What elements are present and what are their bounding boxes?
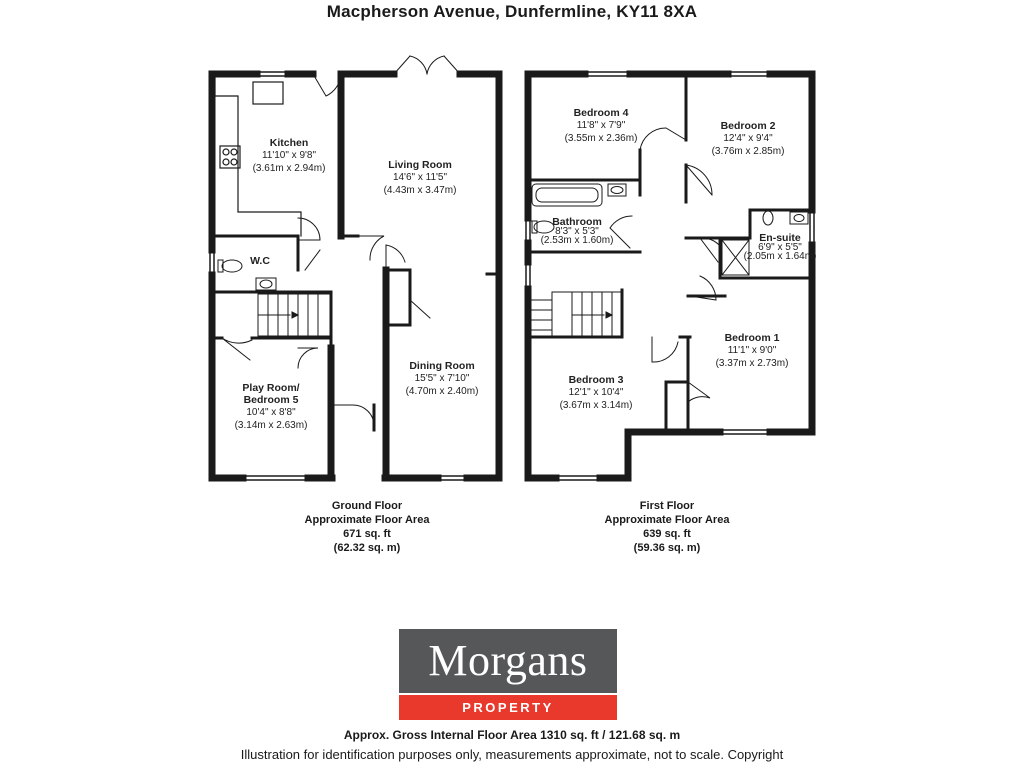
first-floor-sqft: 639 sq. ft <box>643 528 691 540</box>
room-ensuite <box>744 232 817 262</box>
svg-text:(2.53m x 1.60m): (2.53m x 1.60m) <box>540 235 614 246</box>
first-floor-area-label: Approximate Floor Area <box>604 514 730 526</box>
page-title: Macpherson Avenue, Dunfermline, KY11 8XA <box>326 2 698 21</box>
ground-floor-sqm: (62.32 sq. m) <box>333 542 401 554</box>
svg-text:Bedroom 4: Bedroom 4 <box>573 107 629 119</box>
morgans-property-logo <box>399 629 617 720</box>
svg-text:10'4" x 8'8": 10'4" x 8'8" <box>246 407 296 418</box>
svg-text:Bedroom 3: Bedroom 3 <box>568 374 624 386</box>
room-dining <box>406 360 479 397</box>
svg-text:(4.70m x 2.40m): (4.70m x 2.40m) <box>405 386 479 397</box>
svg-text:Bedroom 1: Bedroom 1 <box>724 332 780 344</box>
logo-name: Morgans <box>399 629 617 693</box>
svg-text:(3.67m x 3.14m): (3.67m x 3.14m) <box>559 400 633 411</box>
disclaimer-text: Illustration for identification purposes only, measurements approximate, not to scale. Copyright <box>240 747 784 762</box>
svg-text:(3.55m x 2.36m): (3.55m x 2.36m) <box>564 133 638 144</box>
room-living <box>384 159 457 196</box>
gross-floor-area: Approx. Gross Internal Floor Area 1310 sq. ft / 121.68 sq. m <box>343 728 681 742</box>
svg-text:Play Room/: Play Room/ <box>242 382 300 394</box>
svg-text:11'1" x 9'0": 11'1" x 9'0" <box>727 345 777 356</box>
svg-text:(3.37m x 2.73m): (3.37m x 2.73m) <box>715 358 789 369</box>
svg-text:(2.05m x 1.64m): (2.05m x 1.64m) <box>743 251 817 262</box>
svg-text:15'5" x 7'10": 15'5" x 7'10" <box>414 373 470 384</box>
svg-text:En-suite: En-suite <box>759 232 801 244</box>
svg-text:(4.43m x 3.47m): (4.43m x 3.47m) <box>383 185 457 196</box>
room-wc <box>250 255 270 267</box>
svg-text:Kitchen: Kitchen <box>269 137 309 149</box>
svg-text:(3.61m x 2.94m): (3.61m x 2.94m) <box>252 163 326 174</box>
room-bedroom4 <box>565 107 638 144</box>
ground-floor-area-label: Approximate Floor Area <box>304 514 430 526</box>
svg-text:(3.14m x 2.63m): (3.14m x 2.63m) <box>234 420 308 431</box>
svg-text:14'6" x 11'5": 14'6" x 11'5" <box>392 172 448 183</box>
svg-text:W.C: W.C <box>250 255 270 267</box>
svg-text:6'9" x 5'5": 6'9" x 5'5" <box>758 242 802 253</box>
svg-text:11'8" x 7'9": 11'8" x 7'9" <box>576 120 626 131</box>
room-kitchen <box>253 137 326 174</box>
room-bedroom2 <box>712 120 785 157</box>
svg-text:11'10" x 9'8": 11'10" x 9'8" <box>261 150 317 161</box>
svg-text:Bedroom 5: Bedroom 5 <box>243 394 299 406</box>
room-bedroom3 <box>560 374 633 411</box>
svg-text:Living Room: Living Room <box>388 159 452 171</box>
svg-text:Dining Room: Dining Room <box>409 360 475 372</box>
ground-floor-sqft: 671 sq. ft <box>343 528 391 540</box>
room-playroom <box>235 382 308 431</box>
logo-tagline: PROPERTY <box>399 695 617 720</box>
first-floor-label: First Floor <box>639 500 695 512</box>
svg-text:Bathroom: Bathroom <box>552 216 602 228</box>
svg-text:Bedroom 2: Bedroom 2 <box>720 120 776 132</box>
svg-text:8'3" x 5'3": 8'3" x 5'3" <box>555 226 599 237</box>
ground-floor-label: Ground Floor <box>331 500 403 512</box>
svg-text:12'1" x 10'4": 12'1" x 10'4" <box>568 387 624 398</box>
room-bedroom1 <box>716 332 789 369</box>
svg-text:12'4" x 9'4": 12'4" x 9'4" <box>723 133 773 144</box>
first-floor-area <box>572 499 762 555</box>
first-floor-sqm: (59.36 sq. m) <box>633 542 701 554</box>
ground-floor-area <box>272 499 462 555</box>
svg-text:(3.76m x 2.85m): (3.76m x 2.85m) <box>711 146 785 157</box>
